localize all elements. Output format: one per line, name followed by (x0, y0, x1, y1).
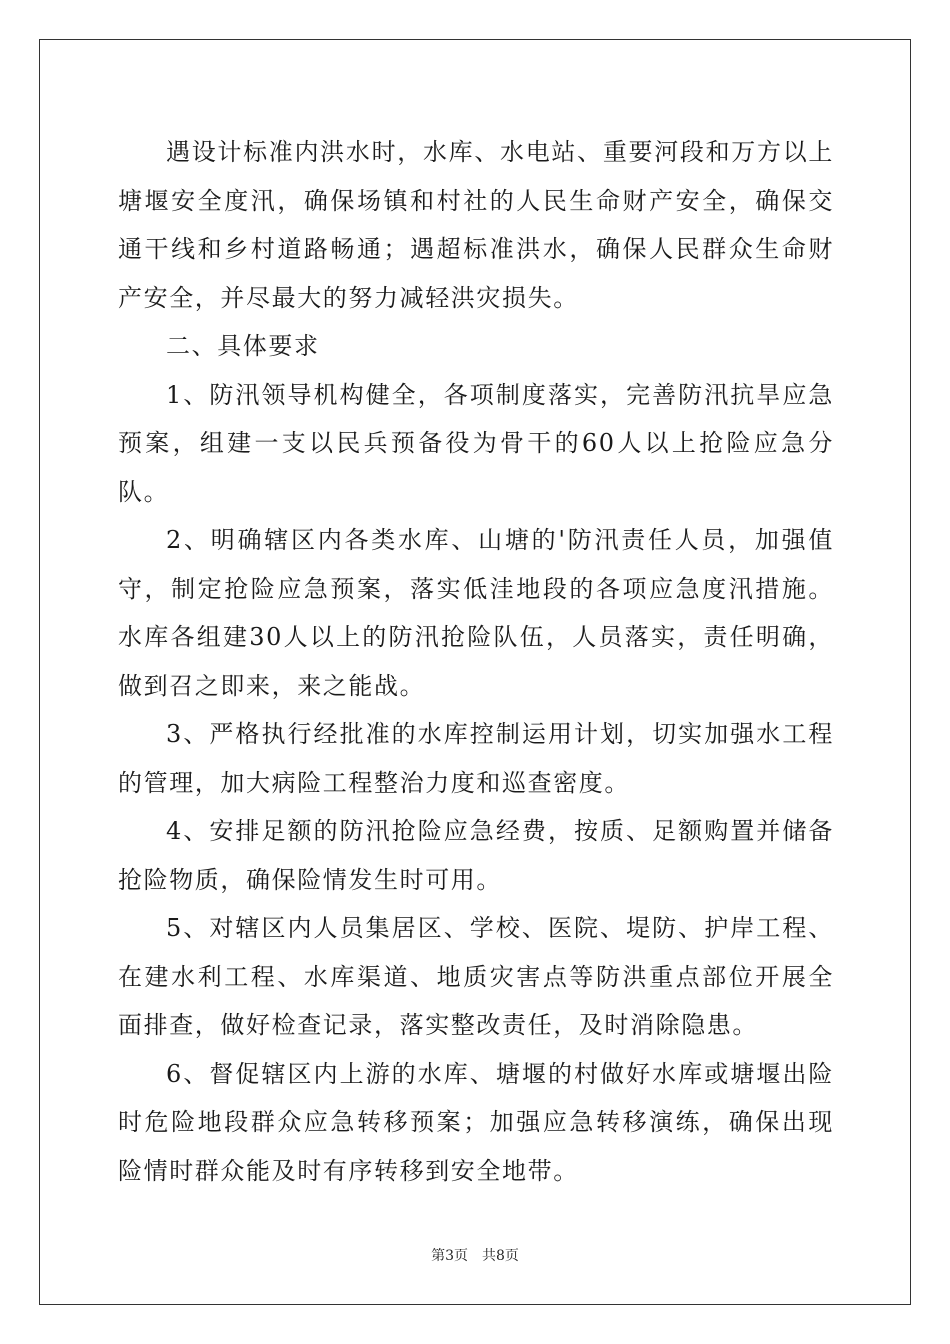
paragraph: 4、安排足额的防汛抢险应急经费，按质、足额购置并储备抢险物质，确保险情发生时可用。 (118, 817, 834, 894)
paragraph: 2、明确辖区内各类水库、山塘的'防汛责任人员，加强值守，制定抢险应急预案，落实低洼地段的各项应急度汛措施。水库各组建30人以上的防汛抢险队伍，人员落实，责任明确，做到召之即来，来之能战。 (118, 526, 834, 700)
paragraph: 6、督促辖区内上游的水库、塘堰的村做好水库或塘堰出险时危险地段群众应急转移预案；加强应急转移演练，确保出现险情时群众能及时有序转移到安全地带。 (118, 1059, 834, 1185)
paragraph: 遇设计标准内洪水时，水库、水电站、重要河段和万方以上塘堰安全度汛，确保场镇和村社的人民生命财产安全，确保交通干线和乡村道路畅通；遇超标准洪水，确保人民群众生命财产安全，并尽最大的努力减轻洪灾损失。 (118, 138, 834, 312)
page-total: 共8页 (482, 1248, 519, 1264)
page-number: 第3页 (431, 1248, 468, 1264)
document-body (118, 128, 834, 1195)
paragraph: 5、对辖区内人员集居区、学校、医院、堤防、护岸工程、在建水利工程、水库渠道、地质灾害点等防洪重点部位开展全面排查，做好检查记录，落实整改责任，及时消除隐患。 (118, 914, 834, 1039)
paragraph: 3、严格执行经批准的水库控制运用计划，切实加强水工程的管理，加大病险工程整治力度和巡查密度。 (118, 720, 834, 797)
paragraph: 1、防汛领导机构健全，各项制度落实，完善防汛抗旱应急预案，组建一支以民兵预备役为骨干的60人以上抢险应急分队。 (118, 380, 834, 506)
page-footer (0, 1247, 950, 1265)
section-heading: 二、具体要求 (166, 332, 320, 360)
